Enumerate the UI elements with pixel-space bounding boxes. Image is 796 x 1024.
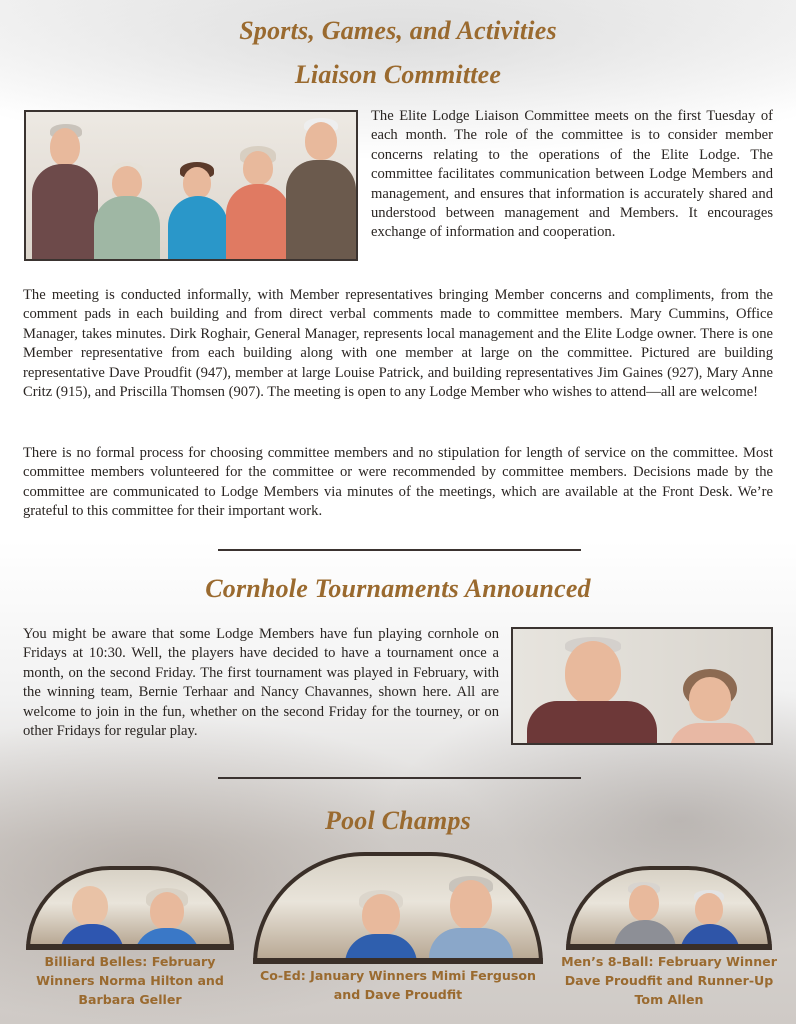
section-divider — [218, 777, 581, 779]
committee-photo — [24, 110, 358, 261]
liaison-meeting-paragraph: The meeting is conducted informally, with Member representatives bringing Member concerns and compliments, from the comment pads in each building and from direct verbal comments made to committee members. Mary Cummins, Office Manager, takes minutes. Dirk Roghair, General Manager, represents local management and the Elite Lodge owner. There is one Member representative from each building along with one member at large on the committee. Pictured are building representative Dave Proudfit (947), member at large Louise Patrick, and building representatives Jim Gaines (927), Mary Anne Critz (915), and Priscilla Thomsen (907). The meeting is open to any Lodge Member who wishes to attend—all are welcome! — [23, 287, 773, 401]
section-title-sports: Sports, Games, and Activities — [239, 16, 557, 45]
person-figure — [663, 669, 763, 745]
cornhole-paragraph: You might be aware that some Lodge Members have fun playing cornhole on Fridays at 10:30. Well, the players have decided to have a tournament once a month, on the second Friday. The first tournament was played in February, with the winning team, Bernie Terhaar and Nancy Chavannes, shown here. All are welcome to join in the fun, whether on the second Friday for the tourney, or on other Fridays for regular play. — [23, 626, 499, 740]
section-divider — [218, 549, 581, 551]
person-figure — [612, 882, 678, 950]
liaison-intro-paragraph: The Elite Lodge Liaison Committee meets on the first Tuesday of each month. The role of the committee is to consider member concerns relating to the operations of the Elite Lodge. The committee facilitates communication between Lodge Members and management, and ensures that information is accurately shared and understood between management and Members. It encourages exchange of information and cooperation. — [371, 108, 773, 241]
mens-8ball-caption — [560, 952, 778, 1009]
person-figure — [341, 890, 421, 964]
caption-line: Men’s 8-Ball: February Winner — [561, 954, 777, 969]
cornhole-winners-photo — [511, 627, 773, 745]
section-title-pool: Pool Champs — [325, 806, 471, 835]
caption-line: Billiard Belles: February — [44, 954, 216, 969]
person-figure — [678, 890, 742, 950]
person-figure — [282, 118, 358, 261]
coed-winners-caption — [253, 966, 543, 1004]
caption-line: Tom Allen — [634, 992, 704, 1007]
person-figure — [130, 888, 204, 950]
person-figure — [527, 637, 657, 745]
billiard-belles-photo — [26, 866, 234, 950]
mens-8ball-photo — [566, 866, 772, 950]
section-subtitle-liaison: Liaison Committee — [294, 60, 502, 89]
caption-line: Dave Proudfit and Runner-Up — [564, 973, 774, 988]
person-figure — [166, 162, 230, 261]
liaison-process-paragraph: There is no formal process for choosing committee members and no stipulation for length of service on the committee. Most committee members volunteered for the committee or were recommended by committee members. Decisions made by the committee are communicated to Lodge Members via minutes of the meetings, which are available at the Front Desk. We’re grateful to this committee for their important work. — [23, 445, 773, 520]
person-figure — [56, 886, 126, 950]
caption-line: and Dave Proudfit — [333, 987, 463, 1002]
person-figure — [425, 876, 517, 964]
caption-line: Barbara Geller — [78, 992, 182, 1007]
caption-line: Co-Ed: January Winners Mimi Ferguson — [260, 968, 536, 983]
billiard-belles-caption — [26, 952, 234, 1009]
coed-winners-photo — [253, 852, 543, 964]
section-title-cornhole: Cornhole Tournaments Announced — [205, 574, 591, 603]
person-figure — [90, 162, 162, 261]
caption-line: Winners Norma Hilton and — [36, 973, 224, 988]
